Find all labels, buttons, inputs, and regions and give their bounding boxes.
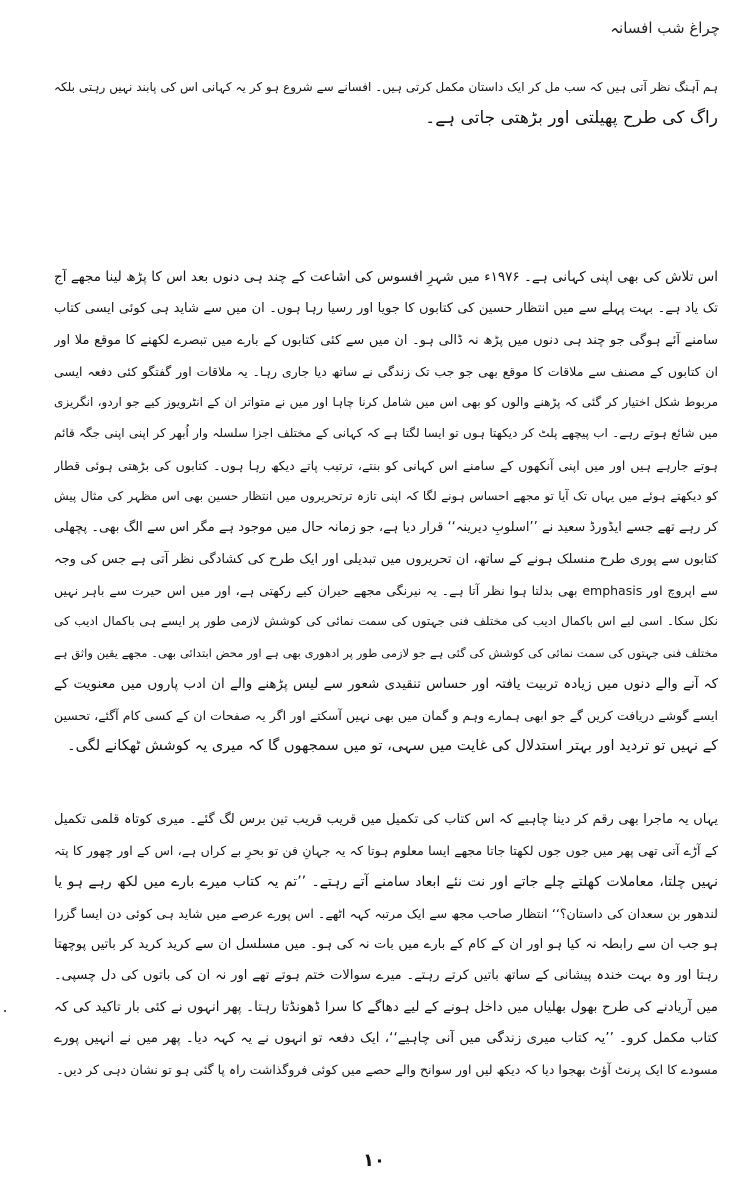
text-line: میں آریادنے کی طرح بھول بھلیاں میں داخل ہونے کے لیے دھاگے کا سرا ڈھونڈتا رہتا۔ پھر انہوں نے کئی بار تاکید کی کہ	[54, 998, 718, 1015]
text-line: راگ کی طرح پھیلتی اور بڑھتی جاتی ہے۔	[425, 108, 718, 129]
page-number: ۱۰	[363, 1150, 385, 1171]
text-line: میں شائع ہوتے رہے۔ اب پیچھے پلٹ کر دیکھتا ہوں تو ایسا لگتا ہے کہ کہانی کے مختلف اجزا سلسلہ وار اُبھر کر اپنی اپنی جگہ قائم	[54, 426, 718, 441]
text-line: مختلف فنی جہتوں کی سمت نمائی کی کوشش کی گئی ہے جو لازمی طور پر ادھوری بھی ہے اور محض ابتدائی بھی۔ مجھے یقین واثق ہے	[54, 645, 718, 660]
margin-mark	[4, 1010, 6, 1012]
text-line: تک یاد ہے۔ بہت پہلے سے میں انتظار حسین کی کتابوں کا جویا اور رسیا رہا ہوں۔ ان میں سے شاید ہی کوئی ایسی کتاب	[54, 301, 718, 317]
text-line: کہ آنے والے دنوں میں زیادہ تربیت یافتہ اور حساس تنقیدی شعور سے لیس پڑھنے والے ان ادب پاروں میں معنویت کے	[54, 675, 718, 692]
text-line: ایسے گوشے دریافت کریں گے جو ابھی ہمارے وہم و گمان میں بھی نہیں آسکتے اور اگر یہ صفحات ان کے کسی کام آگئے، تحسین	[54, 708, 718, 724]
text-line: کے نہیں تو تردید اور بہتر استدلال کی غایت میں سہی، تو میں سمجھوں گا کہ میری یہ کوشش ٹھکانے لگی۔	[67, 738, 718, 755]
text-line: اس تلاش کی بھی اپنی کہانی ہے۔ ۱۹۷۶ء میں شہرِ افسوس کی اشاعت کے چند ہی دنوں بعد اس کا پڑھ لینا مجھے آج	[54, 269, 718, 285]
text-line: نہیں چلتا، معاملات کھلتے چلے جاتے اور نت نئے ابعاد سامنے آتے رہتے۔ ’’تم یہ کتاب میرے بارے میں لکھ رہے ہو یا	[54, 873, 718, 890]
running-title: چراغ شب افسانہ	[610, 19, 720, 37]
text-line: یہاں یہ ماجرا بھی رقم کر دینا چاہیے کہ اس کتاب کی تکمیل میں قریب قریب تین برس لگ گئے۔ میری کوتاہ قلمی تکمیل	[54, 812, 718, 827]
text-line: رہتا اور وہ بہت خندہ پیشانی کے ساتھ باتیں کرتے رہتے۔ میرے سوالات ختم ہوتے تھے اور نہ ان کی باتوں کی دل چسپی۔	[54, 968, 718, 984]
paragraph-2	[54, 262, 718, 763]
text-line: سامنے آئے ہوگی جو چند ہی دنوں میں پڑھ نہ ڈالی ہو۔ ان میں سے کئی کتابوں کے بارے میں تبصرے لکھنے کا موقع ملا اور	[54, 332, 718, 348]
paragraph-1	[54, 72, 718, 135]
text-line: کو دیکھتے ہوئے میں یہاں تک آیا تو مجھے احساس ہونے لگا کہ اپنی تازہ ترتحریروں میں انتظار حسین بھی اس مظہر کی مثال پیش	[54, 489, 718, 504]
text-line: ہم آہنگ نظر آتی ہیں کہ سب مل کر ایک داستان مکمل کرتی ہیں۔ افسانے سے شروع ہو کر یہ کہانی اس کی پابند نہیں رہتی بلکہ	[54, 80, 718, 94]
text-line: نکل سکا۔ اسی لیے اس باکمال ادیب کی مختلف فنی جہتوں کی سمت نمائی کی کوشش لازمی طور پر ایسے ہی باکمال ادیب کی	[54, 614, 718, 629]
text-line: کتابوں سے پوری طرح منسلک ہونے کے ساتھ، ان تحریروں میں تبدیلی اور ایک طرح کی کشادگی نظر آتی ہے جس کی وجہ	[54, 551, 718, 567]
text-line: کتاب مکمل کرو۔ ’’یہ کتاب میری زندگی میں آنی چاہیے‘‘، ایک دفعہ تو انہوں نے یہ کہہ دیا۔ پھر میں نے انہیں پورے	[54, 1030, 718, 1047]
text-line: ہوتے جارہے ہیں اور میں اپنی آنکھوں کے سامنے اس کہانی کو بنتے، ترتیب پاتے دیکھ رہا ہوں۔ کتابوں کی بڑھتی ہوئی قطار	[54, 457, 718, 473]
paragraph-3	[54, 804, 718, 1086]
text-line: لندھور بن سعدان کی داستان؟‘‘ انتظار صاحب مجھ سے ایک مرتبہ کہہ اٹھے۔ اس پورے عرصے میں شاید ہی کوئی دن ایسا گزرا	[54, 905, 718, 921]
text-line: سے اپروچ اور emphasis بھی بدلتا ہوا نظر آتا ہے۔ یہ نیرنگی مجھے حیران کیے رکھتی ہے، اور میں اس حیرت سے باہر نہیں	[54, 582, 718, 598]
text-line: مربوط شکل اختیار کر گئی کہ پڑھنے والوں کو بھی اس میں شامل کرنا چاہا اور میں نے متواتر ان کے انٹرویوز کیے جو اردو، انگریزی	[54, 395, 718, 410]
text-line: مسودے کا ایک پرنٹ آؤٹ بھجوا دیا کہ دیکھ لیں اور سوانح والے حصے میں کوئی فروگذاشت راہ پا گئی ہو تو نشان دہی کر دیں۔	[56, 1062, 718, 1078]
text-line: ان کتابوں کے مصنف سے ملاقات کا موقع بھی جو جب تک زندگی نے ساتھ دیا جاری رہا۔ یہ ملاقات اور گفتگو کئی دفعہ ایسی	[54, 363, 718, 379]
text-line: کر رہے تھے جسے ایڈورڈ سعید نے ’’اسلوبِ دیرینہ‘‘ قرار دیا ہے، جو زمانہ حال میں موجود ہے مگر اس سے الگ بھی۔ پچھلی	[54, 520, 718, 536]
text-line: کے آڑے آتی تھی پھر میں جوں جوں لکھتا جاتا مجھے ایسا معلوم ہوتا کہ یہ جہانِ فن تو بحرِ بے کراں ہے، اس کے اور چھور کا پتہ	[54, 843, 718, 859]
text-line: ہو جب ان سے رابطہ نہ کیا ہو اور ان کے کام کے بارے میں بات نہ کی ہو۔ میں مسلسل ان سے کرید کرید کر باتیں پوچھتا	[54, 937, 718, 953]
